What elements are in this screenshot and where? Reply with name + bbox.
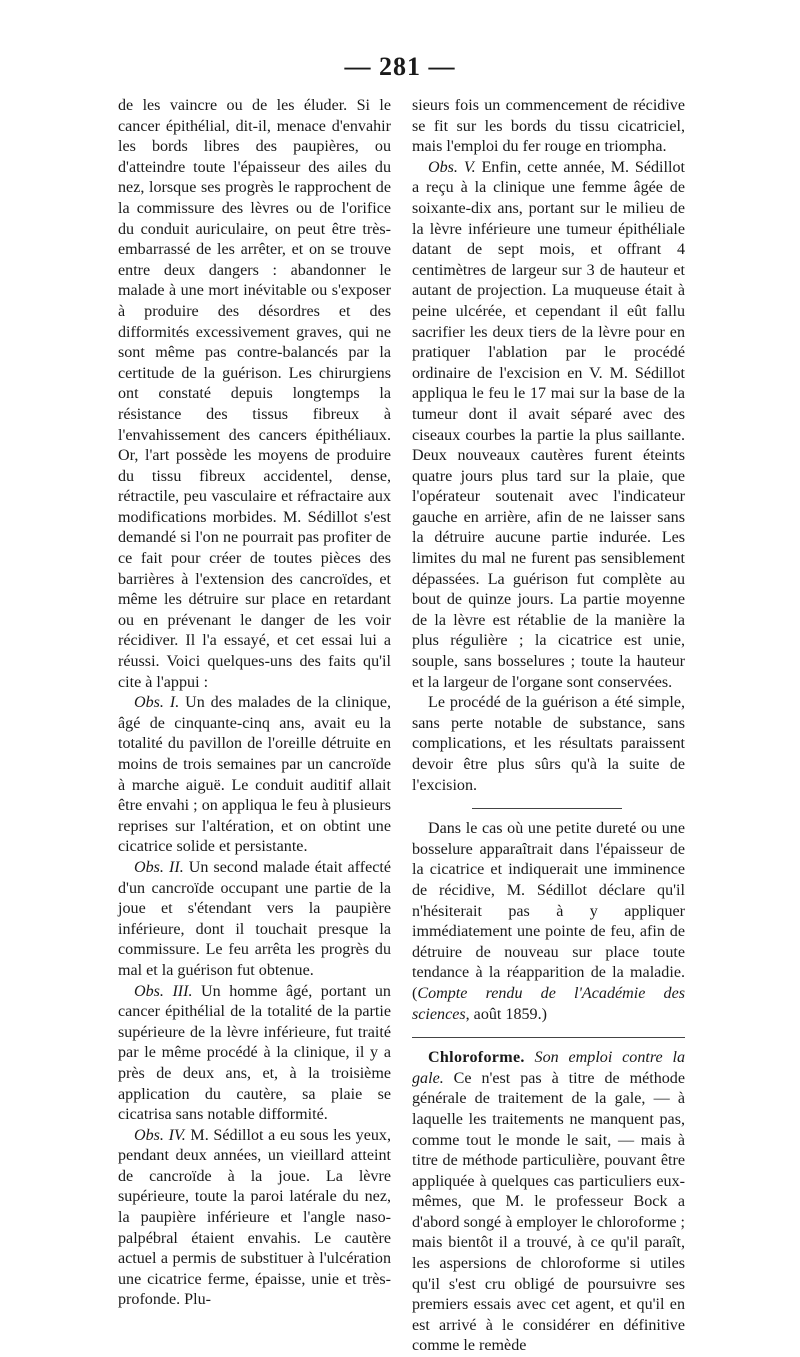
paragraph-text: Dans le cas où une petite dureté ou une bosselure apparaîtrait dans l'épaisseur de la cicatrice et indiquerait une imminence de récidive, M. Sédillot déclare qu'il n'hésiterait pas à y appliquer immédiatement une pointe de feu, afin de détruire de nouveau sur place toute tendance à la réapparition de la maladie. ( bbox=[412, 820, 685, 1002]
paragraph: sieurs fois un commencement de récidive se fit sur les bords du tissu cicatriciel, mais l'emploi du fer rouge en triompha. bbox=[412, 97, 685, 156]
paragraph-with-citation bbox=[412, 819, 685, 1025]
page-number: — 281 — bbox=[344, 52, 456, 81]
observation-4 bbox=[118, 1126, 391, 1311]
paragraph: Le procédé de la guérison a été simple, sans perte notable de substance, sans complications, et les résultats paraissent devoir être plus sûrs qu'à la suite de l'excision. bbox=[412, 694, 685, 794]
observation-text: Un homme âgé, portant un cancer épithélial de la totalité de la partie supérieure de la lèvre inférieure, fut traité par le même procédé à la clinique, il y a près de deux ans, et, à la troisième application du cautère, sa plaie se cicatrisa sans notable difformité. bbox=[118, 982, 391, 1124]
section-title: Chloroforme. bbox=[428, 1049, 525, 1067]
observation-text: Enfin, cette année, M. Sédillot a reçu à la clinique une femme âgée de soixante-dix ans, portant sur le milieu de la lèvre inférieure une tumeur épithéliale datant de sept mois, et offrant 4 centimètres de largeur sur 3 de hauteur et autant de projection. La muqueuse était à peine ulcérée, et cependant il eût fallu sacrifier les deux tiers de la lèvre pour en pratiquer l'ablation par le procédé ordinaire de l'excision en V. M. Sédillot appliqua le feu le 17 mai sur la base de la tumeur dont il avait séparé avec des ciseaux courbes la partie la plus saillante. Deux nouveaux cautères furent éteints quatre jours plus tard sur la plaie, que l'opérateur soutenait avec l'indicateur gauche en arrière, afin de ne laisser sans la détruire aucune partie indurée. Les limites du mal ne furent pas sensiblement dépassées. La guérison fut complète au bout de quinze jours. La partie moyenne de la lèvre est rétablie de la manière la plus régulière ; la cicatrice est unie, souple, sans bosselures ; toute la hauteur et la largeur de l'organe sont conservées. bbox=[412, 158, 685, 691]
left-column bbox=[118, 96, 391, 1311]
paragraph: de les vaincre ou de les éluder. Si le cancer épithélial, dit-il, menace d'envahir les bords libres des paupières, ou d'atteindre toute l'épaisseur des ailes du nez, lorsque ses progrès le rapprochent de la commissure des lèvres ou de l'orifice du conduit auriculaire, on peut être très-embarrassé de les arrêter, et on se trouve entre deux dangers : abandonner le malade à une mort inévitable ou s'exposer à produire des désordres et des difformités excessivement graves, qui ne sont même pas contre-balancés par la certitude de la guérison. Les chirurgiens ont constaté depuis longtemps la résistance des tissus fibreux à l'envahissement des cancers épithéliaux. Or, l'art possède les moyens de produire du tissu fibreux accidentel, dense, rétractile, peu vasculaire et réfractaire aux modifications morbides. M. Sédillot s'est demandé si l'on ne pourrait pas profiter de ce fait pour créer de toutes pièces des barrières à l'extension des cancroïdes, et même les détruire sur place en retardant ou en prévenant le danger de les voir récidiver. Il l'a essayé, et cet essai lui a réussi. Voici quelques-uns des faits qu'il cite à l'appui : bbox=[118, 97, 391, 691]
citation-date: , août 1859.) bbox=[465, 1005, 547, 1023]
section-subtitle: Son emploi contre la gale. bbox=[412, 1049, 685, 1087]
citation: Compte rendu de l'Académie des sciences bbox=[412, 984, 685, 1023]
observation-5 bbox=[412, 158, 685, 693]
observation-label: Obs. I. bbox=[134, 694, 180, 712]
observation-1 bbox=[118, 693, 391, 858]
divider bbox=[412, 1037, 685, 1038]
observation-label: Obs. III. bbox=[134, 982, 193, 1000]
observation-2 bbox=[118, 858, 391, 982]
observation-3 bbox=[118, 982, 391, 1126]
divider bbox=[472, 808, 622, 809]
observation-text: Un des malades de la clinique, âgé de cinquante-cinq ans, avait eu la totalité du pavillon de l'oreille détruite en moins de trois semaines par un cancroïde à marche aiguë. Le conduit auditif allait être envahi ; on appliqua le feu à plusieurs reprises sur l'altération, et on obtint une cicatrice solide et persistante. bbox=[118, 694, 391, 856]
observation-label: Obs. V. bbox=[428, 158, 476, 176]
observation-label: Obs. IV. bbox=[134, 1126, 186, 1144]
section-text: Ce n'est pas à titre de méthode générale de traitement de la gale, — à laquelle les traitements ne manquent pas, comme tout le monde le sait, — mais à titre de méthode particulière, pouvant être appliquée à quelques cas particuliers eux-mêmes, que M. le professeur Bock a d'abord songé à employer le chloroforme ; mais bientôt il a trouvé, à ce qu'il paraît, les aspersions de chloroforme si utiles qu'il s'est cru obligé de poursuivre ses premiers essais avec cet agent, et qu'il en est arrivé à le considérer en définitive comme le remède bbox=[412, 1069, 685, 1355]
observation-text: M. Sédillot a eu sous les yeux, pendant deux années, un vieillard atteint de cancroïde à la joue. La lèvre supérieure, toute la paroi latérale du nez, la paupière inférieure et l'angle naso-palpébral étaient envahis. Le cautère actuel a permis de substituer à l'ulcération une cicatrice ferme, épaisse, unie et très-profonde. Plu- bbox=[118, 1126, 391, 1309]
observation-label: Obs. II. bbox=[134, 858, 184, 876]
observation-text: Un second malade était affecté d'un cancroïde occupant une partie de la joue et s'étendant vers la paupière inférieure, dont il touchait presque la commissure. Le feu arrêta les progrès du mal et la guérison fut obtenue. bbox=[118, 858, 391, 979]
right-column bbox=[412, 96, 685, 1357]
section bbox=[412, 1048, 685, 1357]
